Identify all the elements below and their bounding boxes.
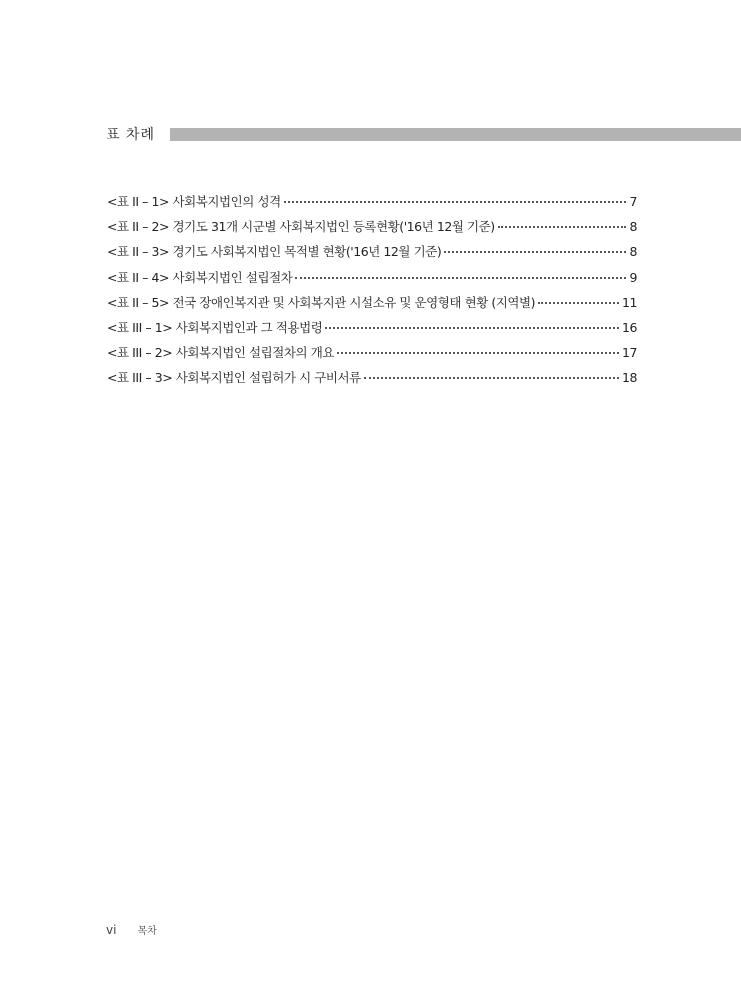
dot-leader	[295, 276, 626, 279]
toc-entry[interactable]	[107, 318, 637, 343]
dot-leader	[364, 376, 619, 379]
toc-entry-title: <표 III – 1> 사회복지법인과 그 적용법령	[107, 319, 323, 335]
heading-divider-bar	[170, 128, 741, 141]
dot-leader	[538, 301, 619, 304]
page-footer	[106, 922, 157, 938]
dot-leader	[325, 326, 619, 329]
toc-entry[interactable]	[107, 217, 637, 242]
footer-page-number: vi	[106, 923, 117, 937]
toc-entry-page: 16	[621, 319, 637, 335]
toc-entry[interactable]	[107, 368, 637, 393]
toc-entry[interactable]	[107, 192, 637, 217]
dot-leader	[444, 250, 626, 253]
toc-entry-page: 8	[629, 244, 637, 260]
footer-section-title: 목차	[137, 926, 157, 937]
toc-heading	[106, 126, 741, 144]
toc-entry-title: <표 II – 2> 경기도 31개 시군별 사회복지법인 등록현황('16년 12월 기준)	[107, 219, 495, 235]
toc-entry-title: <표 II – 5> 전국 장애인복지관 및 사회복지관 시설소유 및 운영형태 현황 (지역별)	[107, 294, 536, 310]
toc-entry-title: <표 II – 3> 경기도 사회복지법인 목적별 현황('16년 12월 기준)	[107, 244, 442, 260]
toc-entry[interactable]	[107, 268, 637, 293]
toc-entry-title: <표 III – 3> 사회복지법인 설립허가 시 구비서류	[107, 370, 361, 386]
table-of-tables	[107, 192, 637, 394]
toc-entry-page: 7	[629, 194, 637, 209]
toc-entry-title: <표 II – 1> 사회복지법인의 성격	[107, 194, 281, 209]
page-title: 표 차례	[106, 127, 156, 143]
dot-leader	[498, 225, 626, 228]
dot-leader	[284, 200, 626, 203]
toc-entry-title: <표 II – 4> 사회복지법인 설립절차	[107, 269, 293, 285]
toc-entry[interactable]	[107, 293, 637, 318]
dot-leader	[337, 351, 619, 354]
toc-entry-page: 8	[629, 219, 637, 235]
toc-entry[interactable]	[107, 343, 637, 368]
toc-entry-page: 11	[621, 294, 637, 310]
toc-entry[interactable]	[107, 242, 637, 267]
toc-entry-page: 18	[621, 370, 637, 386]
toc-entry-title: <표 III – 2> 사회복지법인 설립절차의 개요	[107, 345, 334, 361]
toc-entry-page: 9	[629, 269, 637, 285]
toc-entry-page: 17	[621, 345, 637, 361]
